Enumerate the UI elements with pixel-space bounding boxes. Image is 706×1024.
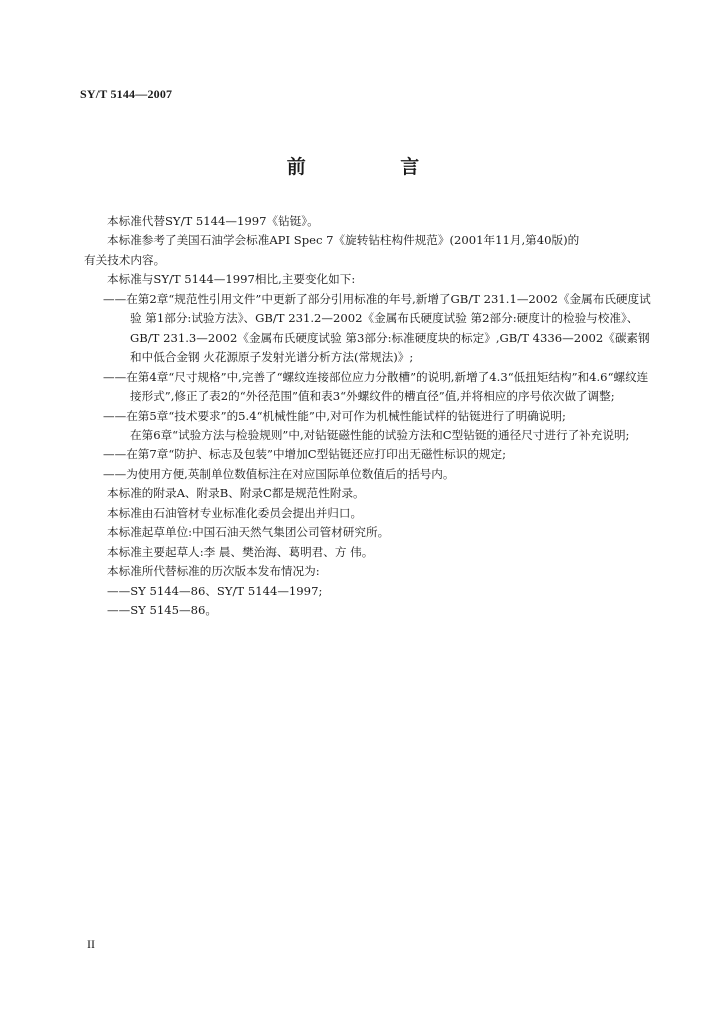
change-item: ——在第4章“尺寸规格”中,完善了“螺纹连接部位应力分散槽”的说明,新增了4.3“低扭矩结构”和4.6“螺纹连接形式”,修正了表2的“外径范围”值和表3“外螺纹件的槽直径”值,并将相应的序号依次做了调整; bbox=[103, 369, 649, 404]
change-item-continuation: 在第6章“试验方法与检验规则”中,对钻铤磁性能的试验方法和C型钻铤的通径尺寸进行了补充说明; bbox=[130, 427, 630, 442]
history-item: ——SY 5145—86。 bbox=[107, 603, 217, 618]
statement-appendix: 本标准的附录A、附录B、附录C都是规范性附录。 bbox=[107, 486, 365, 501]
statement-history-intro: 本标准所代替标准的历次版本发布情况为: bbox=[107, 564, 320, 579]
paragraph-changes-intro: 本标准与SY/T 5144—1997相比,主要变化如下: bbox=[107, 272, 356, 287]
change-item: ——在第2章“规范性引用文件”中更新了部分引用标准的年号,新增了GB/T 231.1—2002《金属布氏硬度试验 第1部分:试验方法》、GB/T 231.2—2002《金属布氏硬度试验 第2部分:硬度计的检验与校准》、GB/T 231.3—2002《金属布氏硬度试验 第3部分:标准硬度块的标定》,GB/T 4336—2002《碳素钢和中低合金钢 火花源原子发射光谱分析方法(常规法)》; bbox=[103, 291, 651, 365]
change-item: ——在第5章“技术要求”的5.4“机械性能”中,对可作为机械性能试样的钻铤进行了明确说明; bbox=[103, 408, 566, 423]
paragraph-reference-line2: 有关技术内容。 bbox=[84, 252, 166, 267]
change-item: ——在第7章“防护、标志及包装”中增加C型钻铤还应打印出无磁性标识的规定; bbox=[103, 447, 507, 462]
statement-drafters: 本标准主要起草人:李 晨、樊治海、葛明君、方 伟。 bbox=[107, 544, 374, 559]
page-title: 前 言 bbox=[286, 156, 464, 178]
page-number: II bbox=[87, 937, 95, 951]
paragraph-reference-line1: 本标准参考了美国石油学会标准API Spec 7《旋转钻柱构件规范》(2001年11月,第40版)的 bbox=[107, 233, 580, 248]
statement-drafting-unit: 本标准起草单位:中国石油天然气集团公司管材研究所。 bbox=[107, 525, 390, 540]
statement-proposed: 本标准由石油管材专业标准化委员会提出并归口。 bbox=[107, 505, 363, 520]
document-code: SY/T 5144—2007 bbox=[80, 87, 173, 101]
history-item: ——SY 5144—86、SY/T 5144—1997; bbox=[107, 583, 323, 598]
paragraph-replaces: 本标准代替SY/T 5144—1997《钻铤》。 bbox=[107, 214, 319, 228]
foreword-body bbox=[84, 212, 655, 621]
change-item: ——为使用方便,英制单位数值标注在对应国际单位数值后的括号内。 bbox=[103, 466, 455, 481]
